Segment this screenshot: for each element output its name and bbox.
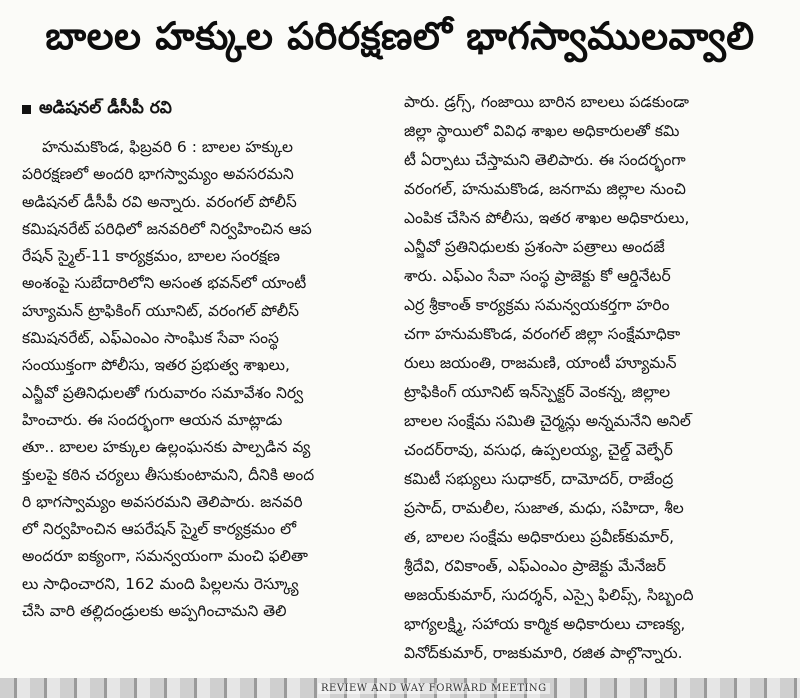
- article-line: క్తులపై కఠిన చర్యలు తీసుకుంటామని, దీనికి అంద: [22, 465, 315, 484]
- article-line: ఎన్జీవో ప్రతినిధులతో గురువారం సమావేశం నిర్వ: [22, 383, 304, 402]
- article-line: భాగ్యలక్ష్మి, సహాయ కార్మిక అధికారులు చాణక్య,: [404, 615, 686, 633]
- article-line: సంయుక్తంగా పోలీసు, ఇతర ప్రభుత్వ శాఖలు,: [22, 356, 290, 375]
- article-line: జిల్లా స్థాయిలో వివిధ శాఖల అధికారులతో కమి: [404, 122, 680, 140]
- article-line: బాలల సంక్షేమ సమితి చైర్మన్లు అన్నమనేని అనిల్: [404, 412, 691, 430]
- banner-caption: REVIEW AND WAY FORWARD MEETING: [318, 683, 550, 694]
- article-line: పరిరక్షణలో అందరి భాగస్వామ్యం అవసరమని: [22, 165, 294, 184]
- left-column: [22, 92, 398, 625]
- article-line: టీ ఏర్పాటు చేస్తామని తెలిపారు. ఈ సందర్భంగా: [404, 151, 686, 169]
- article-line: ఎంపిక చేసిన పోలీసు, ఇతర శాఖల అధికారులు,: [404, 209, 690, 227]
- article-line: వినోద్‌కుమార్, రాజకుమారి, రజిత పాల్గొన్నారు.: [404, 644, 683, 662]
- left-column-text: [22, 134, 398, 625]
- article-line: రులు జయంతి, రాజమణి, యాంటీ హ్యూమన్: [404, 354, 677, 372]
- article-line: వరంగల్, హనుమకొండ, జనగామ జిల్లాల నుంచి: [404, 180, 686, 198]
- article-line: అడిషనల్ డీసీపీ రవి అన్నారు. వరంగల్ పోలీస్: [22, 192, 297, 211]
- article-line: కమిటీ సభ్యులు సుధాకర్, దామోదర్, రాజేంద్ర: [404, 470, 674, 488]
- article-line: చందర్‌రావు, వసుధ, ఉప్పలయ్య, చైల్డ్ వెల్ఫేర్: [404, 441, 673, 459]
- byline: [22, 92, 398, 126]
- article-line: హ్యూమన్ ట్రాఫికింగ్ యూనిట్, వరంగల్ పోలీస్: [22, 301, 299, 320]
- article-line: లో నిర్వహించిన ఆపరేషన్ స్మైల్ కార్యక్రమం లో: [22, 520, 297, 539]
- article-line: ఎర్ర శ్రీకాంత్ కార్యక్రమ సమన్వయకర్తగా హరిం: [404, 296, 670, 314]
- article-line: త, బాలల సంక్షేమ అధికారులు ప్రవీణ్‌కుమార్,: [404, 528, 674, 546]
- article-line: రి భాగస్వామ్యం అవసరమని తెలిపారు. జనవరి: [22, 492, 303, 511]
- article-line: తూ.. బాలల హక్కుల ఉల్లంఘనకు పాల్పడిన వ్య: [22, 438, 311, 457]
- right-column: [404, 88, 776, 668]
- byline-text: అడిషనల్ డీసీపీ రవి: [39, 98, 172, 119]
- article-line: అజయ్‌కుమార్, సుదర్శన్, ఎస్సై ఫిలిప్స్, సిబ్బంది: [404, 586, 694, 604]
- right-column-text: [404, 88, 776, 668]
- article-line: హించారు. ఈ సందర్భంగా ఆయన మాట్లాడు: [22, 410, 283, 429]
- article-line: ఎన్జీవో ప్రతినిధులకు ప్రశంసా పత్రాలు అందజే: [404, 238, 665, 256]
- photo-strip: [0, 678, 800, 698]
- article-line: రేషన్ స్మైల్-11 కార్యక్రమం, బాలల సంరక్షణ: [22, 247, 280, 266]
- bullet-square-icon: [22, 105, 31, 114]
- article-line: అందరూ ఐక్యంగా, సమన్వయంగా మంచి ఫలితా: [22, 547, 308, 566]
- article-headline: బాలల హక్కుల పరిరక్షణలో భాగస్వాములవ్వాలి: [45, 14, 755, 58]
- article-line: శ్రీదేవి, రవికాంత్, ఎఫ్ఎంఎం ప్రాజెక్టు మేనేజర్: [404, 557, 666, 575]
- article-line: చేసి వారి తల్లిదండ్రులకు అప్పగించామని తెలి: [22, 602, 287, 621]
- article-line: కమిషనరేట్ పరిధిలో జనవరిలో నిర్వహించిన ఆప: [22, 219, 312, 238]
- article-line: ట్రాఫికింగ్ యూనిట్ ఇన్‌స్పెక్టర్ వెంకన్న, జిల్లాల: [404, 383, 671, 401]
- article-line: కమిషనరేట్, ఎఫ్ఎంఎం సాంఘిక సేవా సంస్థ: [22, 329, 279, 348]
- article-line: లు సాధించారని, 162 మంది పిల్లలను రెస్క్యూ: [22, 574, 299, 593]
- article-line: శారు. ఎఫ్ఎం సేవా సంస్థ ప్రాజెక్టు కో ఆర్డినేటర్: [404, 267, 671, 285]
- article-line: చగా హనుమకొండ, వరంగల్ జిల్లా సంక్షేమాధికా: [404, 325, 681, 343]
- article-line: ప్రసాద్, రామలీల, సుజాత, మధు, సహిదా, శీల: [404, 499, 684, 517]
- article-line: పారు. డ్రగ్స్, గంజాయి బారిన బాలలు పడకుండా: [404, 93, 689, 111]
- article-line: అంశంపై సుబేదారిలోని అసంత భవన్‌లో యాంటీ: [22, 274, 307, 293]
- article-line: హనుమకొండ, ఫిబ్రవరి 6 : బాలల హక్కుల: [42, 138, 293, 156]
